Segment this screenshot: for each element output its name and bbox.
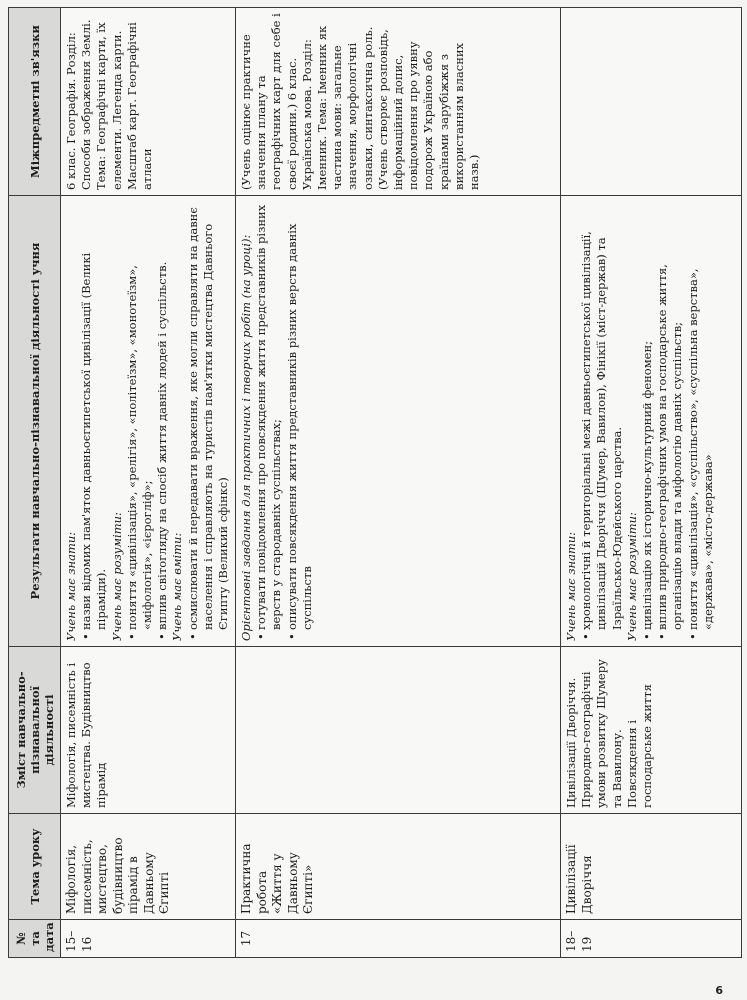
header-topic: Тема уроку [9,814,61,920]
list-item: • вплив природно-географічних умов на господарське життя, організацію влади та міфологію давніх суспільств; [655,201,685,630]
results-list [640,201,716,641]
interdisciplinary-links [561,8,742,196]
header-num: № та дата [9,920,61,958]
results-list [79,201,109,641]
header-links: Міжпредметні зв'язки [9,8,61,196]
results-label: Учень має знати: [564,531,578,641]
lesson-topic: Практична робота «Життя у Давньому Єгипті» [236,814,561,920]
table-row [236,8,561,958]
interdisciplinary-links: 6 клас. Географія. Розділ: Способи зображення Землі. Тема: Географічні карти, їх елементи. Легенда карти. Масштаб карт. Географічні атласи [61,8,236,196]
lesson-content [236,647,561,814]
results-label: Учень має розуміти: [109,512,124,641]
results-label: Учень має розуміти: [624,512,639,641]
lesson-content: Цивілізації Дворіччя. Природно-географічні умови розвитку Шумеру та Вавилону. Повсякдення і господарське життя [561,647,742,814]
interdisciplinary-links: (Учень оцінює практичне значення плану та географічних карт для себе і своєї родини.) 6 клас. Українська мова. Розділ: Іменник. Тема: Іменник як частина мови: загальне значення, морфологічні ознаки, синтаксична роль. (Учень створює розповідь, інформаційний допис, повідомлення про уявну подорож Україною або країнами зарубіжжя з використанням власних назв.) [236,8,561,196]
results-list [186,201,232,641]
lesson-results [236,196,561,647]
list-item: • описувати повсякдення життя представників різних верств давніх суспільств [285,201,315,630]
results-list [579,201,625,641]
list-item: • хронологічні й територіальні межі давньоєгипетської цивілізації, цивілізацій Дворіччя (Шумер, Вавилон), Фінікії (міст-держав) та Ізраїльсько-Юдейського царства. [579,201,625,630]
page-number: 6 [715,984,723,997]
results-label: Учень має знати: [64,531,78,641]
lesson-number: 15–16 [61,920,236,958]
list-item: • поняття «цивілізація», «суспільство», «суспільна верства», «держава», «місто-держава» [686,201,716,630]
list-item: • вплив світогляду на спосіб життя давніх людей і суспільств. [155,201,170,630]
list-item: • цивілізацію як історично-культурний феномен; [640,201,655,630]
header-content: Зміст навчально-пізнавальної діяльності [9,647,61,814]
list-item: • осмислювати й передавати враження, яке могли справляти на давнє населення і справляють на туристів пам'ятки мистецтва Давнього Єгипту (Великий сфінкс) [186,201,232,630]
lesson-number: 17 [236,920,561,958]
lesson-topic: Міфологія, писемність, мистецтво, будівництво пірамід в Давньому Єгипті [61,814,236,920]
rotated-page [8,8,741,958]
lesson-content: Міфологія, писемність і мистецтва. Будівництво пірамід [61,647,236,814]
lesson-number: 18–19 [561,920,742,958]
lesson-results [61,196,236,647]
lesson-results [561,196,742,647]
table-row [61,8,236,958]
header-results: Результати навчально-пізнавальної діяльності учня [9,196,61,647]
list-item: • назви відомих пам'яток давньоєгипетської цивілізації (Великі піраміди). [79,201,109,630]
list-item: • готувати повідомлення про повсякдення життя представників різних верств у стародавніх суспільствах; [254,201,284,630]
lesson-topic: Цивілізації Дворіччя [561,814,742,920]
results-list [125,201,171,641]
results-label: Учень має вміти: [170,532,185,641]
list-item: • поняття «цивілізація», «релігія», «політеїзм», «монотеїзм», «міфологія», «ієрогліф»; [125,201,155,630]
header-row [9,8,61,958]
table-row [561,8,742,958]
results-label: Орієнтовні завдання для практичних і творчих робіт (на уроці): [239,234,253,641]
results-list [254,201,315,641]
curriculum-table [8,7,742,958]
